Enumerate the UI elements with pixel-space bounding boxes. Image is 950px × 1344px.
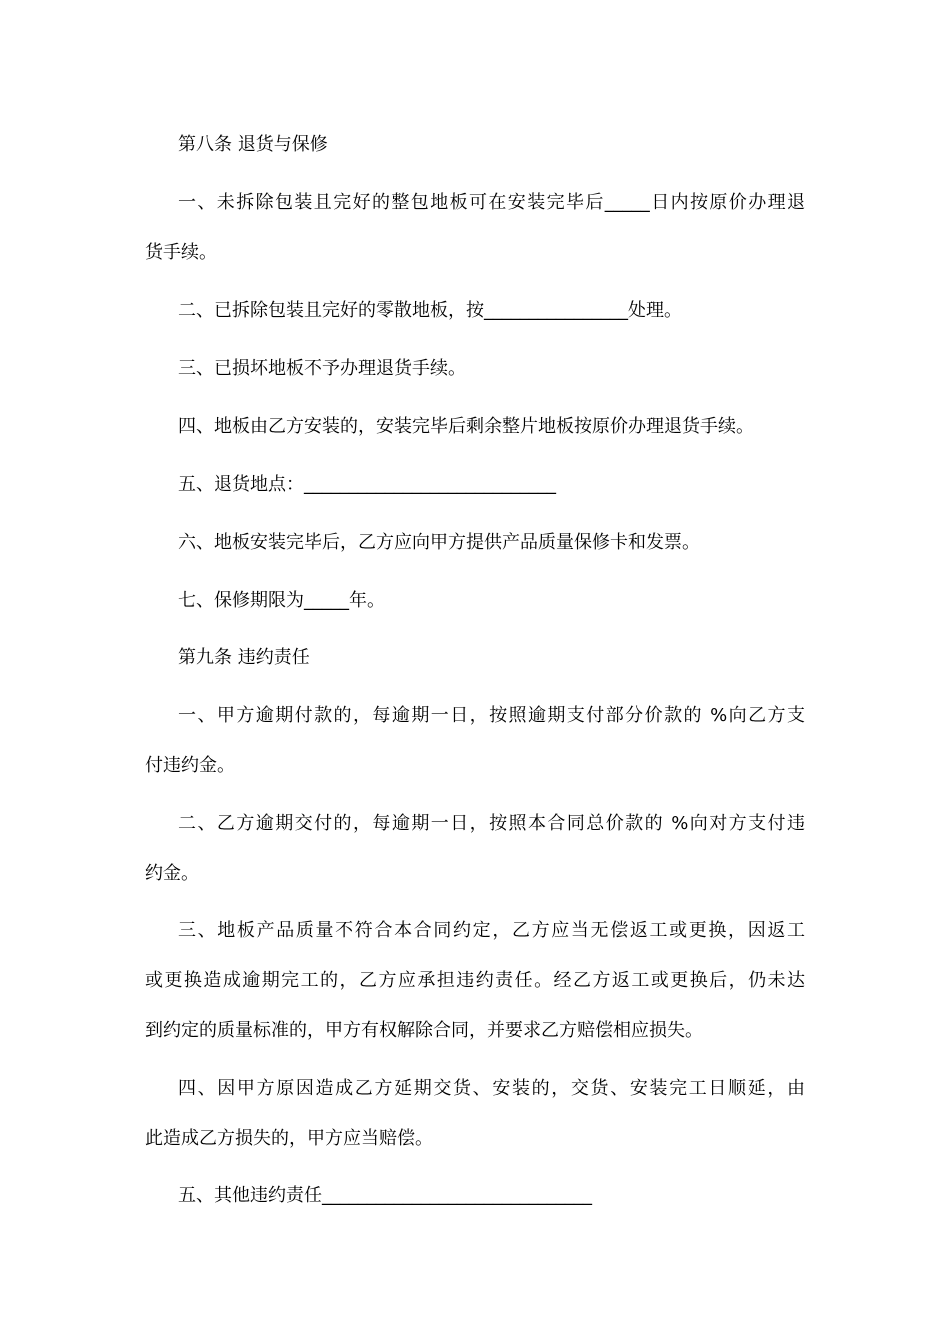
clause-line: 二、已拆除包装且完好的零散地板，按________________处理。 <box>178 300 682 321</box>
clause-line: 一、甲方逾期付款的，每逾期一日，按照逾期支付部分价款的 %向乙方支 <box>178 705 805 726</box>
clause-line: 付违约金。 <box>145 755 235 776</box>
clause-line: 约金。 <box>145 863 199 884</box>
clause-line: 五、其他违约责任______________________________ <box>178 1185 592 1206</box>
clause-line: 此造成乙方损失的，甲方应当赔偿。 <box>145 1128 433 1149</box>
clause-line: 货手续。 <box>145 242 217 263</box>
clause-line: 七、保修期限为_____年。 <box>178 590 385 611</box>
clause-line: 到约定的质量标准的，甲方有权解除合同，并要求乙方赔偿相应损失。 <box>145 1020 703 1041</box>
clause-line: 五、退货地点：____________________________ <box>178 474 556 495</box>
clause-line: 二、乙方逾期交付的，每逾期一日，按照本合同总价款的 %向对方支付违 <box>178 813 805 834</box>
clause-line: 或更换造成逾期完工的，乙方应承担违约责任。经乙方返工或更换后，仍未达 <box>145 970 805 991</box>
clause-line: 三、已损坏地板不予办理退货手续。 <box>178 358 466 379</box>
clause-line: 六、地板安装完毕后，乙方应向甲方提供产品质量保修卡和发票。 <box>178 532 700 553</box>
article-8-heading: 第八条 退货与保修 <box>178 134 328 155</box>
clause-line: 四、地板由乙方安装的，安装完毕后剩余整片地板按原价办理退货手续。 <box>178 416 754 437</box>
clause-line: 四、因甲方原因造成乙方延期交货、安装的，交货、安装完工日顺延，由 <box>178 1078 805 1099</box>
article-9-heading: 第九条 违约责任 <box>178 647 310 668</box>
clause-line: 三、地板产品质量不符合本合同约定，乙方应当无偿返工或更换，因返工 <box>178 920 805 941</box>
clause-line: 一、未拆除包装且完好的整包地板可在安装完毕后_____日内按原价办理退 <box>178 192 805 213</box>
